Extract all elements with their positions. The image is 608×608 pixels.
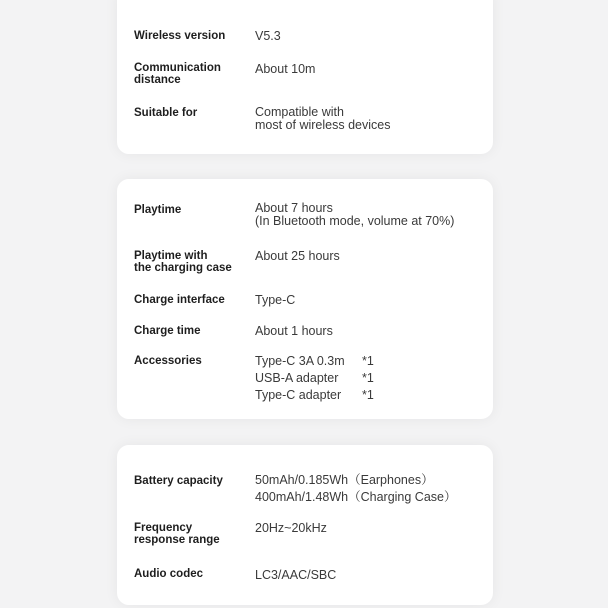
spec-label [134,325,252,337]
spec-value-text: Compatible with [255,105,344,119]
spec-label-text: Playtime with [134,250,208,262]
spec-value [255,323,333,339]
accessory-name: Type-C adapter [255,388,342,402]
spec-value-text: LC3/AAC/SBC [255,568,337,582]
accessory-qty: *1 [362,388,374,402]
spec-label-text: Charge interface [134,294,225,306]
spec-value-text: V5.3 [255,29,281,43]
spec-label [134,250,252,274]
spec-label-text: Suitable for [134,107,198,119]
accessory-name: USB-A adapter [255,371,339,385]
spec-value [255,520,327,536]
spec-value-text: 20Hz~20kHz [255,521,327,535]
accessory-item [255,370,374,387]
spec-label [134,62,252,86]
spec-label-text: response range [134,534,220,546]
spec-label [134,204,252,216]
spec-value-text: About 7 hours [255,201,333,215]
accessory-qty: *1 [362,371,374,385]
connectivity-card [117,0,493,154]
spec-value-text: most of wireless devices [255,118,391,132]
spec-label [134,30,252,42]
spec-label-text: Frequency [134,522,193,534]
spec-value-text: About 10m [255,62,316,76]
audio-card [117,445,493,605]
accessories-list [255,353,374,404]
spec-label-text: Charge time [134,325,201,337]
spec-value-text: Type-C [255,293,296,307]
battery-card [117,179,493,419]
spec-value [255,28,281,44]
spec-label-text: the charging case [134,262,232,274]
accessory-name: Type-C 3A 0.3m [255,354,345,368]
spec-value-text: About 1 hours [255,324,333,338]
spec-label [134,522,252,546]
spec-value-text: (In Bluetooth mode, volume at 70%) [255,214,455,228]
spec-label-text: Accessories [134,355,202,367]
spec-label [134,568,252,580]
accessory-qty: *1 [362,354,374,368]
spec-label-text: Communication [134,62,221,74]
spec-label [134,294,252,306]
spec-value [255,248,340,264]
spec-value [255,61,315,77]
spec-label-text: Battery capacity [134,475,223,487]
spec-value [255,292,295,308]
spec-value-text: 50mAh/0.185Wh（Earphones） [255,473,434,487]
spec-value-text: 400mAh/1.48Wh（Charging Case） [255,490,457,504]
spec-label-text: distance [134,74,181,86]
spec-value [255,472,457,506]
spec-value [255,567,336,583]
spec-label-text: Playtime [134,204,182,216]
spec-label [134,355,252,367]
spec-label [134,107,252,119]
spec-value [255,202,454,228]
accessory-item [255,353,374,370]
spec-label [134,475,252,487]
spec-value [255,106,390,132]
spec-value-text: About 25 hours [255,249,340,263]
spec-label-text: Wireless version [134,30,226,42]
accessory-item [255,387,374,404]
spec-label-text: Audio codec [134,568,204,580]
